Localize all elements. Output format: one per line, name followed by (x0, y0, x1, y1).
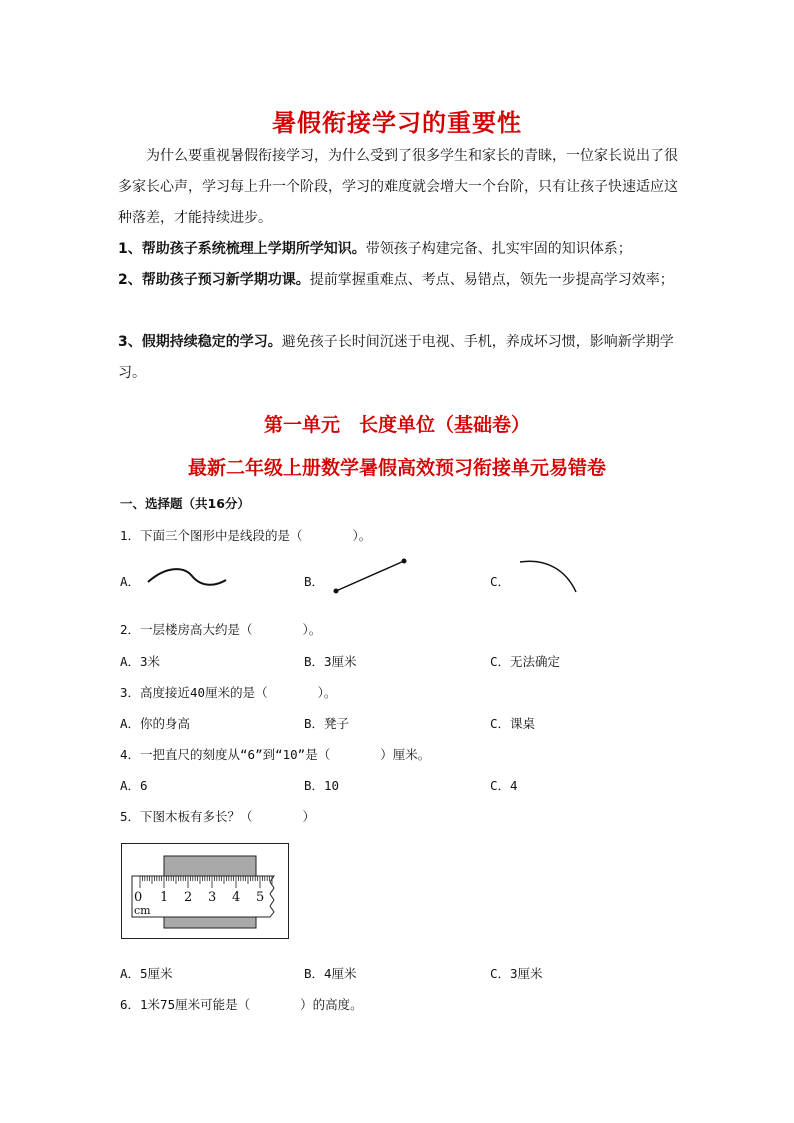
q3-option-c: C．课桌 (490, 716, 536, 731)
point-1-text: 带领孩子构建完备、扎实牢固的知识体系； (365, 241, 632, 257)
point-3-text: 避免孩子长时间沉迷于电视、手机，养成坏习惯，影响新学期学习。 (118, 334, 674, 381)
q5-option-b: B．4厘米 (304, 966, 357, 981)
section-header: 一、选择题（共16分） (120, 496, 250, 511)
q2-option-c: C．无法确定 (490, 654, 561, 669)
point-3-heading: 3、假期持续稳定的学习。 (118, 334, 282, 350)
ruler-body (132, 876, 274, 917)
ruler-label-2: 2 (184, 890, 193, 905)
q2-option-b: B．3厘米 (304, 654, 357, 669)
q4-option-a: A．6 (120, 778, 148, 793)
q1-option-c: C． (490, 574, 511, 589)
q1-option-a: A． (120, 574, 141, 589)
question-1: 1．下面三个图形中是线段的是（ ）。 (120, 528, 372, 543)
page-title: 暑假衔接学习的重要性 (272, 109, 522, 137)
ruler-label-0: 0 (134, 890, 143, 905)
point-2-text: 提前掌握重难点、考点、易错点，领先一步提高学习效率； (309, 272, 674, 288)
question-5: 5．下图木板有多长？（ ） (120, 809, 316, 824)
question-4: 4．一把直尺的刻度从“6”到“10”是（ ）厘米。 (120, 747, 431, 762)
ruler-unit-label: cm (134, 904, 151, 917)
point-2 (118, 265, 678, 296)
ruler-label-4: 4 (232, 890, 241, 905)
intro-paragraph: 为什么要重视暑假衔接学习，为什么受到了很多学生和家长的青睐，一位家长说出了很多家长心声，学习每上升一个阶段，学习的难度就会增大一个台阶，只有让孩子快速适应这种落差，才能持续进步。 (118, 148, 678, 226)
ruler-label-3: 3 (208, 890, 217, 905)
q4-option-b: B．10 (304, 778, 340, 793)
q2-option-a: A．3米 (120, 654, 161, 669)
point-1 (118, 234, 678, 265)
q3-option-a: A．你的身高 (120, 716, 191, 731)
q3-option-b: B．凳子 (304, 716, 350, 731)
arc-figure (516, 556, 580, 596)
point-1-heading: 1、帮助孩子系统梳理上学期所学知识。 (118, 241, 366, 257)
unit-title: 第一单元 长度单位（基础卷） (263, 414, 530, 436)
question-2: 2．一层楼房高大约是（ ）。 (120, 622, 322, 637)
ruler-figure (121, 843, 289, 939)
curve-figure (146, 566, 228, 590)
line-segment-figure (330, 556, 410, 596)
paper-title: 最新二年级上册数学暑假高效预习衔接单元易错卷 (187, 457, 606, 479)
question-6: 6．1米75厘米可能是（ ）的高度。 (120, 997, 363, 1012)
ruler-label-5: 5 (256, 890, 265, 905)
point-2-heading: 2、帮助孩子预习新学期功课。 (118, 272, 310, 288)
q4-option-c: C．4 (490, 778, 518, 793)
q5-option-c: C．3厘米 (490, 966, 543, 981)
point-3 (118, 327, 678, 389)
q1-option-b: B． (304, 574, 325, 589)
question-3: 3．高度接近40厘米的是（ ）。 (120, 685, 337, 700)
q5-option-a: A．5厘米 (120, 966, 173, 981)
ruler-label-1: 1 (160, 890, 169, 905)
